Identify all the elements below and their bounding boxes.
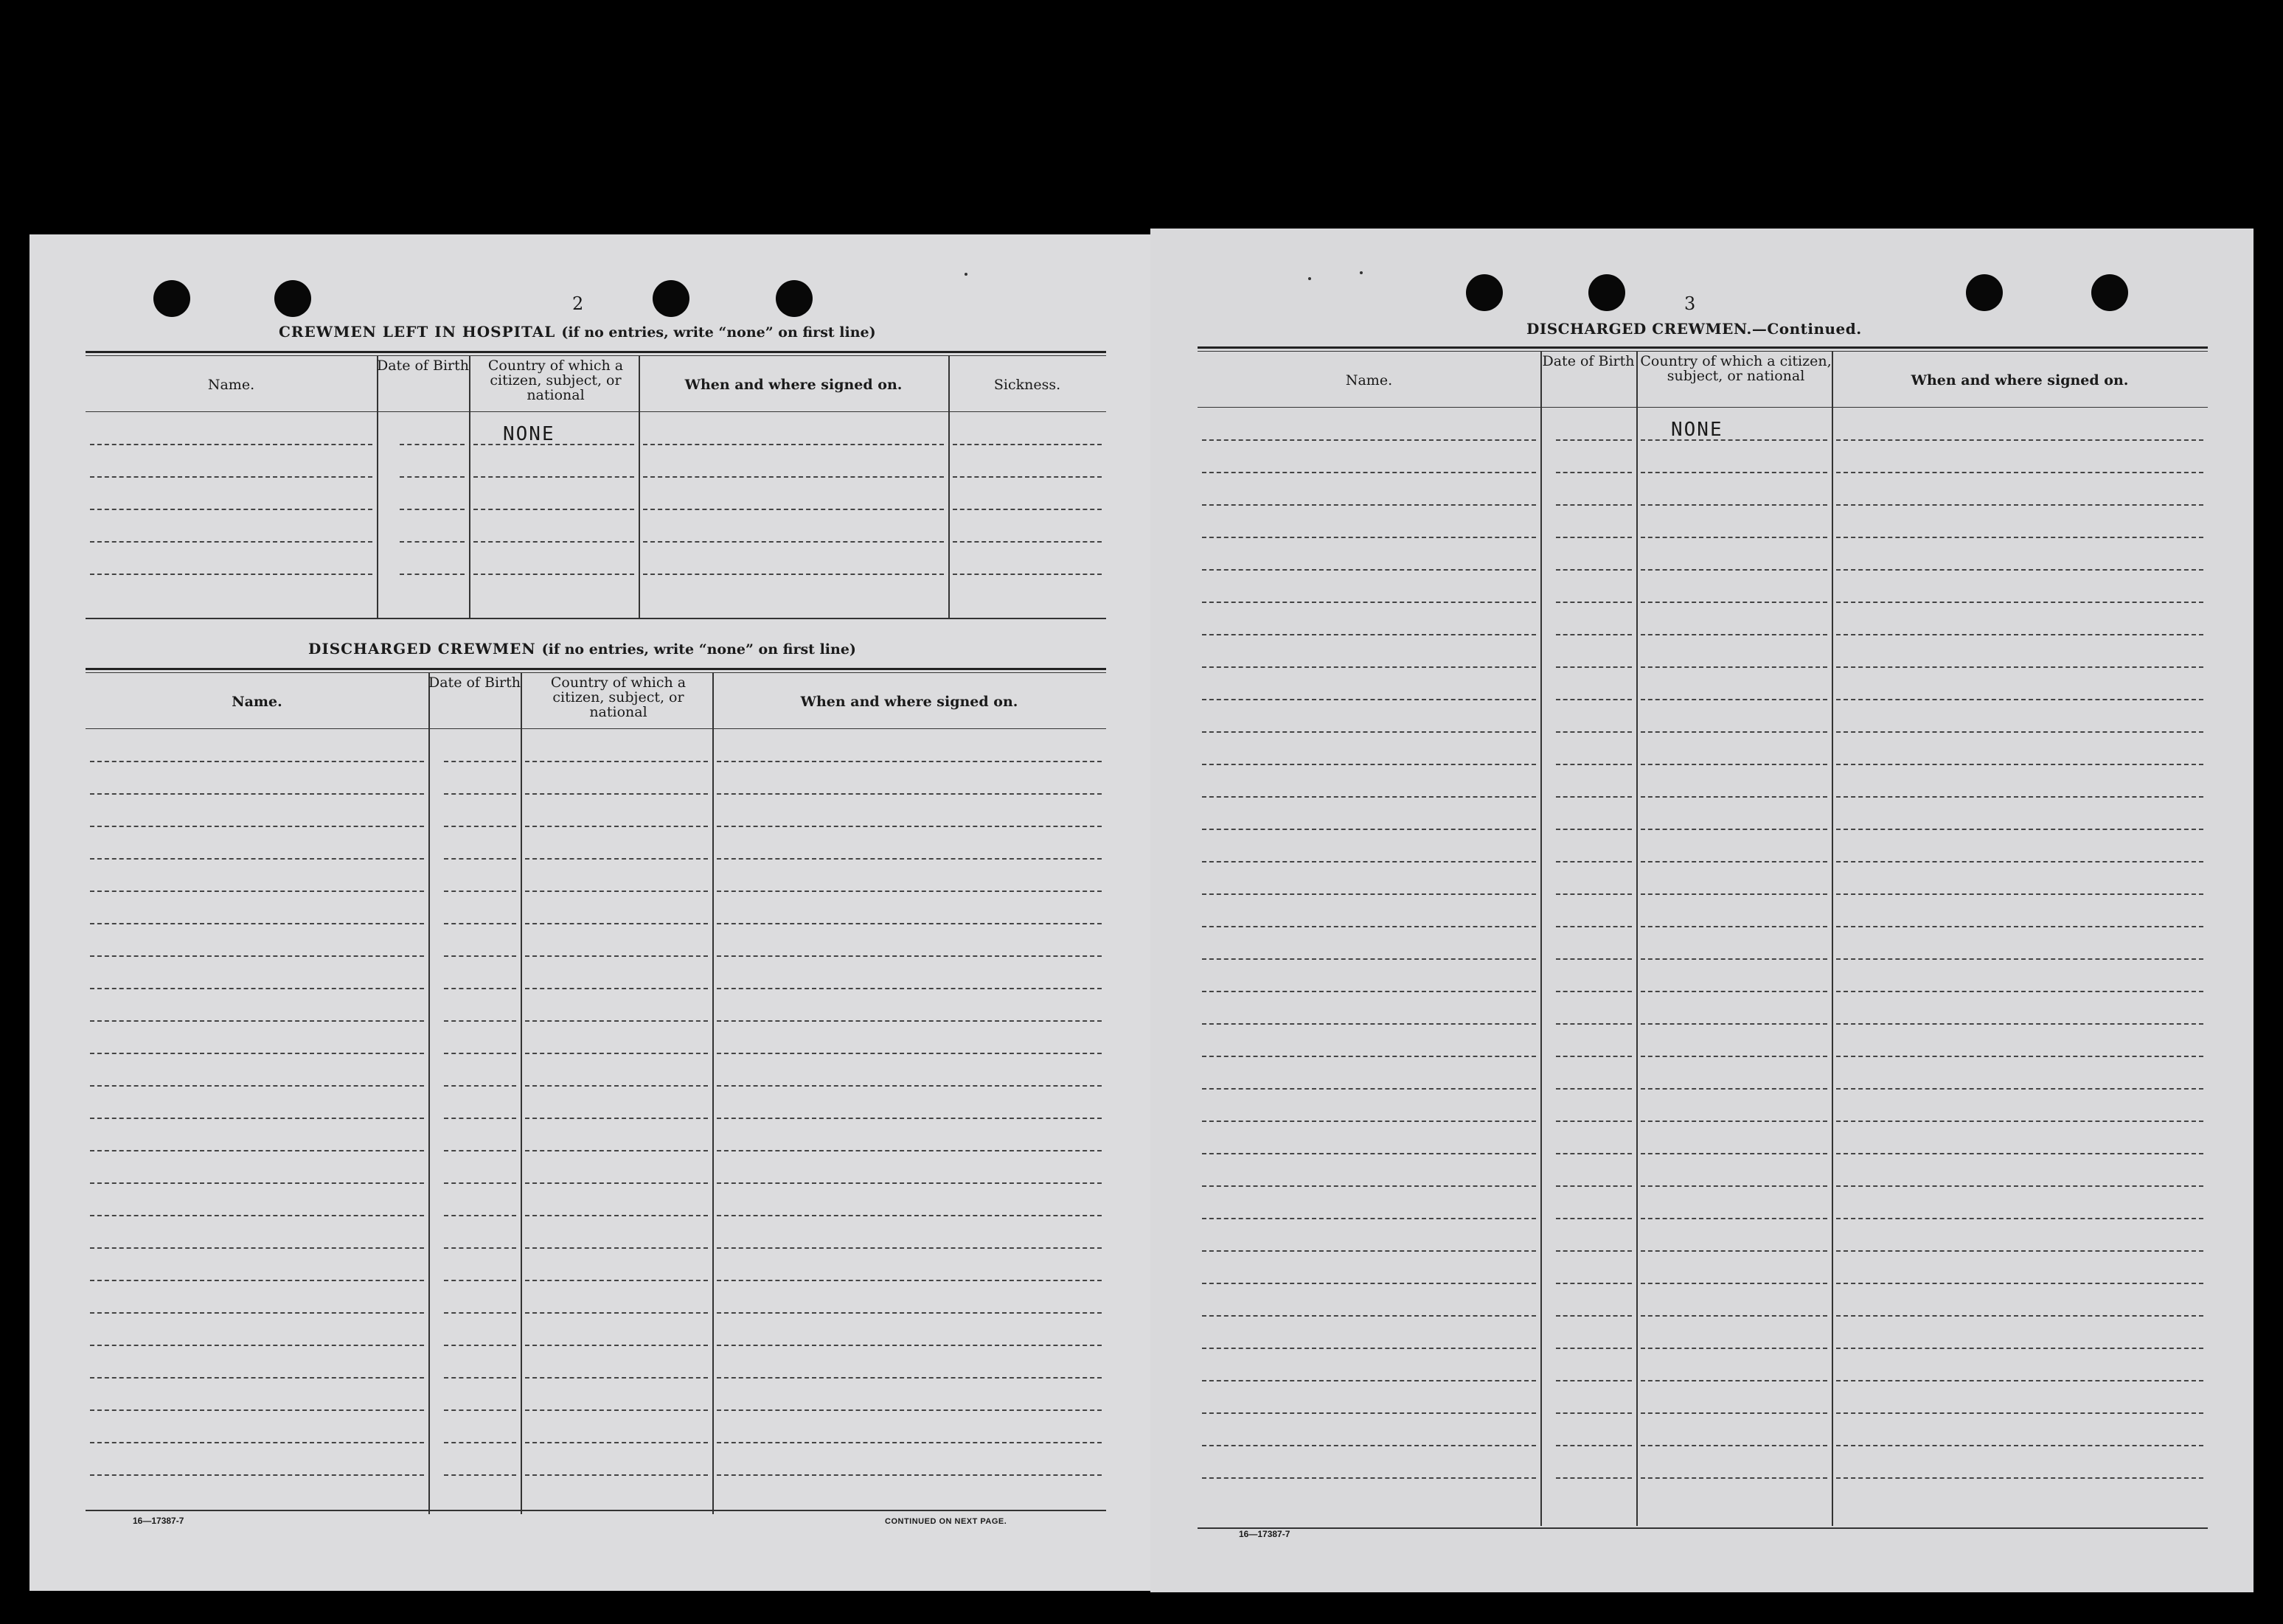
left-page: [29, 234, 1150, 1591]
entry-line: [1202, 1283, 1536, 1284]
entry-line: [90, 891, 424, 892]
entry-line: [1202, 731, 1536, 733]
entry-line: [1202, 602, 1536, 603]
form-number: 16—17387-7: [133, 1516, 184, 1526]
entry-line: [525, 1474, 708, 1476]
entry-line: [525, 1377, 708, 1379]
entry-line: [473, 541, 634, 543]
entry-line: [525, 1150, 708, 1151]
entry-line: [1202, 926, 1536, 927]
entry-line: [953, 509, 1102, 510]
entry-line: [1556, 1283, 1632, 1284]
entry-line: [444, 988, 516, 989]
entry-line: [444, 1442, 516, 1443]
entry-line: [525, 1020, 708, 1022]
entry-line: [1836, 504, 2203, 506]
entry-line: [444, 1118, 516, 1119]
entry-line: [1836, 926, 2203, 927]
col-name: Name.: [207, 377, 255, 393]
entry-line: [1836, 1477, 2203, 1479]
entry-line: [90, 793, 424, 795]
entry-line: [1641, 926, 1827, 927]
entry-line: [1836, 634, 2203, 635]
col-signed-on: When and where signed on.: [800, 694, 1018, 710]
entry-line: [444, 1053, 516, 1054]
entry-line: [1202, 569, 1536, 571]
entry-line: [1641, 634, 1827, 635]
entry-line: [1202, 1412, 1536, 1414]
entry-line: [525, 826, 708, 827]
page-number: 3: [1684, 293, 1696, 314]
entry-line: [444, 1247, 516, 1249]
entry-line: [1836, 472, 2203, 473]
entry-line: [717, 1215, 1102, 1216]
discharged-section-title: [308, 640, 856, 658]
punch-hole: [1466, 274, 1503, 311]
form-number: 16—17387-7: [1239, 1529, 1290, 1539]
entry-line: [90, 923, 424, 924]
entry-line: [444, 826, 516, 827]
entry-line: [717, 1182, 1102, 1184]
hospital-table: [86, 351, 1106, 618]
entry-line: [1202, 829, 1536, 830]
entry-line: [90, 1247, 424, 1249]
entry-line: [1556, 1023, 1632, 1025]
entry-line: [1836, 1023, 2203, 1025]
entry-line: [444, 1312, 516, 1314]
entry-line: [90, 1020, 424, 1022]
entry-line: [1556, 634, 1632, 635]
entry-line: [525, 1409, 708, 1411]
col-date-of-birth: Date of Birth: [428, 675, 521, 691]
entry-line: [1202, 861, 1536, 862]
entry-line: [1202, 1185, 1536, 1187]
entry-line: [1556, 439, 1632, 441]
entry-line: [1202, 1477, 1536, 1479]
punch-hole: [776, 280, 813, 317]
entry-line: [1836, 699, 2203, 700]
entry-line: [444, 1345, 516, 1346]
punch-hole: [1966, 274, 2003, 311]
entry-line: [525, 891, 708, 892]
entry-line: [90, 1215, 424, 1216]
entry-line: [1556, 1121, 1632, 1122]
entry-line: [1836, 666, 2203, 668]
entry-line: [1641, 861, 1827, 862]
entry-line: [90, 1182, 424, 1184]
entry-line: [1641, 537, 1827, 538]
entry-line: [525, 988, 708, 989]
col-country: Country of which a citizen, subject, or national: [550, 675, 687, 720]
entry-line: [525, 1280, 708, 1281]
entry-line: [525, 1442, 708, 1443]
entry-line: [1836, 1153, 2203, 1154]
entry-line: [525, 1215, 708, 1216]
entry-line: [1556, 829, 1632, 830]
entry-line: [1836, 1185, 2203, 1187]
entry-line: [1556, 1185, 1632, 1187]
entry-line: [1202, 666, 1536, 668]
entry-line: [643, 509, 944, 510]
punch-hole: [653, 280, 689, 317]
entry-line: [717, 1053, 1102, 1054]
entry-line: [953, 444, 1102, 445]
entry-line: [1202, 439, 1536, 441]
entry-line: [1641, 666, 1827, 668]
entry-line: [1641, 893, 1827, 895]
entry-line: [1641, 1121, 1827, 1122]
entry-line: [1202, 1088, 1536, 1090]
entry-line: [1641, 1477, 1827, 1479]
entry-line: [1836, 731, 2203, 733]
entry-line: [90, 509, 372, 510]
entry-line: [1556, 958, 1632, 960]
entry-line: [90, 858, 424, 860]
entry-line: [1641, 1088, 1827, 1090]
entry-line: [444, 1085, 516, 1087]
entry-line: [1836, 958, 2203, 960]
table-bottom-rule: [86, 618, 1106, 619]
entry-line: [953, 476, 1102, 478]
entry-line: [1556, 991, 1632, 992]
entry-line: [1836, 439, 2203, 441]
entry-line: [1202, 634, 1536, 635]
hospital-section-title: [279, 323, 876, 341]
entry-line: [1202, 1250, 1536, 1252]
entry-line: [1202, 1348, 1536, 1349]
entry-line: [1556, 1315, 1632, 1317]
entry-line: [1836, 991, 2203, 992]
entry-line: [1556, 666, 1632, 668]
entry-line: [525, 1247, 708, 1249]
entry-line: [1556, 504, 1632, 506]
entry-line: [1836, 764, 2203, 765]
entry-line: [1641, 1023, 1827, 1025]
entry-line: [1641, 991, 1827, 992]
entry-line: [90, 1409, 424, 1411]
entry-line: [90, 826, 424, 827]
entry-line: [1202, 764, 1536, 765]
discharged-title-text: DISCHARGED CREWMEN: [308, 640, 536, 658]
table-bottom-rule: [86, 1510, 1106, 1511]
entry-line: [717, 1118, 1102, 1119]
entry-line: [1641, 699, 1827, 700]
speck: [1308, 277, 1311, 280]
entry-line: [400, 476, 465, 478]
entry-line: [1836, 602, 2203, 603]
entry-line: [953, 541, 1102, 543]
entry-line: [717, 923, 1102, 924]
entry-line: [1641, 1250, 1827, 1252]
entry-line: [1836, 1218, 2203, 1219]
entry-line: [1836, 893, 2203, 895]
col-signed-on: When and where signed on.: [684, 377, 903, 393]
entry-line: [400, 444, 465, 445]
entry-line: [444, 1150, 516, 1151]
entry-line: [444, 1474, 516, 1476]
entry-line: [525, 793, 708, 795]
entry-line: [1641, 829, 1827, 830]
entry-line: [643, 541, 944, 543]
hospital-title-text: CREWMEN LEFT IN HOSPITAL: [279, 323, 556, 341]
entry-line: [90, 1377, 424, 1379]
entry-line: [1202, 1023, 1536, 1025]
entry-line: [1202, 893, 1536, 895]
entry-line: [1202, 1153, 1536, 1154]
entry-line: [473, 509, 634, 510]
entry-line: [1836, 1348, 2203, 1349]
entry-line: [1202, 1056, 1536, 1057]
discharged-title-note: (if no entries, write “none” on first line): [541, 641, 856, 658]
entry-line: [1641, 1412, 1827, 1414]
entry-line: [525, 955, 708, 957]
entry-line: [1556, 1218, 1632, 1219]
entry-line: [90, 444, 372, 445]
entry-line: [444, 1280, 516, 1281]
entry-line: [1836, 1315, 2203, 1317]
discharged-table: [86, 668, 1106, 1514]
entry-line: [1556, 1445, 1632, 1446]
entry-line: [717, 1020, 1102, 1022]
entry-line: [1556, 1412, 1632, 1414]
entry-line: [90, 1280, 424, 1281]
entry-line: [1641, 1185, 1827, 1187]
entry-line: [444, 1215, 516, 1216]
entry-line: [643, 476, 944, 478]
entry-line: [1836, 1412, 2203, 1414]
entry-line: [1202, 1445, 1536, 1446]
entry-line: [1556, 602, 1632, 603]
entry-line: [717, 1377, 1102, 1379]
entry-line: [1836, 829, 2203, 830]
entry-line: [1836, 537, 2203, 538]
entry-line: [90, 1345, 424, 1346]
discharged-continued-title: DISCHARGED CREWMEN.—Continued.: [1526, 320, 1862, 338]
entry-line: [444, 1020, 516, 1022]
entry-line: [444, 955, 516, 957]
entry-line: [1202, 537, 1536, 538]
entry-line: [717, 793, 1102, 795]
entry-line: [1641, 764, 1827, 765]
entry-line: [525, 1182, 708, 1184]
entry-line: [90, 1085, 424, 1087]
entry-line: [953, 574, 1102, 575]
entry-line: [90, 955, 424, 957]
entry-line: [1556, 537, 1632, 538]
entry-line: [1202, 1315, 1536, 1317]
entry-line: [1556, 1088, 1632, 1090]
punch-hole: [1588, 274, 1625, 311]
entry-line: [525, 1118, 708, 1119]
entry-line: [1556, 1348, 1632, 1349]
entry-line: [1556, 699, 1632, 700]
col-date-of-birth: Date of Birth: [1542, 353, 1635, 369]
entry-line: [444, 891, 516, 892]
entry-line: [444, 858, 516, 860]
entry-line: [1641, 1348, 1827, 1349]
entry-line: [444, 923, 516, 924]
entry-line: [717, 1409, 1102, 1411]
entry-line: [1556, 926, 1632, 927]
table-bottom-rule: [1198, 1527, 2208, 1529]
entry-line: [717, 1442, 1102, 1443]
col-country: Country of which a citizen, subject, or national: [1640, 353, 1832, 384]
entry-line: [717, 1280, 1102, 1281]
entry-line: [525, 1053, 708, 1054]
col-name: Name.: [232, 694, 282, 710]
entry-line: [1641, 472, 1827, 473]
entry-line: [90, 988, 424, 989]
entry-line: [400, 541, 465, 543]
entry-line: [90, 761, 424, 762]
punch-hole: [153, 280, 190, 317]
entry-line: [90, 1150, 424, 1151]
entry-line: [1641, 439, 1827, 441]
entry-line: [1202, 1218, 1536, 1219]
entry-line: [1202, 472, 1536, 473]
entry-line: [525, 858, 708, 860]
col-country: Country of which a citizen, subject, or national: [487, 358, 624, 403]
entry-line: [444, 1409, 516, 1411]
entry-line: [90, 1474, 424, 1476]
entry-line: [90, 541, 372, 543]
entry-line: [1556, 1477, 1632, 1479]
entry-line: [1641, 1218, 1827, 1219]
hospital-none-entry: NONE: [503, 423, 555, 445]
entry-line: [1202, 991, 1536, 992]
entry-line: [1556, 1056, 1632, 1057]
speck: [1360, 271, 1363, 274]
entry-line: [717, 826, 1102, 827]
entry-line: [1641, 1445, 1827, 1446]
col-sickness: Sickness.: [993, 377, 1061, 393]
entry-line: [1641, 504, 1827, 506]
entry-line: [1836, 861, 2203, 862]
entry-line: [444, 1377, 516, 1379]
entry-line: [90, 1442, 424, 1443]
entry-line: [473, 444, 634, 445]
entry-line: [1556, 1153, 1632, 1154]
entry-line: [1836, 1088, 2203, 1090]
entry-line: [1202, 699, 1536, 700]
entry-line: [525, 923, 708, 924]
entry-line: [1641, 1283, 1827, 1284]
col-name: Name.: [1345, 372, 1393, 388]
punch-hole: [2091, 274, 2128, 311]
entry-line: [717, 1312, 1102, 1314]
entry-line: [400, 574, 465, 575]
entry-line: [1202, 958, 1536, 960]
discharged-none-entry: NONE: [1671, 419, 1723, 441]
entry-line: [1556, 1250, 1632, 1252]
entry-line: [1641, 1380, 1827, 1381]
col-signed-on: When and where signed on.: [1911, 372, 2129, 388]
entry-line: [1641, 958, 1827, 960]
entry-line: [1641, 1315, 1827, 1317]
entry-line: [643, 574, 944, 575]
entry-line: [1556, 893, 1632, 895]
entry-line: [444, 793, 516, 795]
entry-line: [525, 761, 708, 762]
entry-line: [1556, 764, 1632, 765]
entry-line: [473, 574, 634, 575]
entry-line: [90, 1312, 424, 1314]
entry-line: [717, 955, 1102, 957]
entry-line: [643, 444, 944, 445]
entry-line: [1836, 1380, 2203, 1381]
entry-line: [1836, 796, 2203, 798]
hospital-title-note: (if no entries, write “none” on first line): [561, 324, 876, 341]
punch-hole: [274, 280, 311, 317]
entry-line: [1641, 602, 1827, 603]
entry-line: [717, 891, 1102, 892]
entry-line: [1556, 1380, 1632, 1381]
entry-line: [717, 858, 1102, 860]
entry-line: [717, 1085, 1102, 1087]
entry-line: [1556, 472, 1632, 473]
entry-line: [444, 1182, 516, 1184]
entry-line: [1836, 1445, 2203, 1446]
entry-line: [90, 1053, 424, 1054]
entry-line: [1202, 504, 1536, 506]
entry-line: [1836, 1056, 2203, 1057]
entry-line: [1836, 569, 2203, 571]
entry-line: [525, 1345, 708, 1346]
entry-line: [444, 761, 516, 762]
col-date-of-birth: Date of Birth: [377, 358, 469, 374]
right-page: [1150, 229, 2254, 1592]
entry-line: [717, 988, 1102, 989]
entry-line: [400, 509, 465, 510]
entry-line: [1836, 1250, 2203, 1252]
entry-line: [1641, 731, 1827, 733]
entry-line: [1556, 861, 1632, 862]
entry-line: [1641, 1056, 1827, 1057]
entry-line: [90, 574, 372, 575]
entry-line: [1836, 1283, 2203, 1284]
entry-line: [1641, 1153, 1827, 1154]
entry-line: [1836, 1121, 2203, 1122]
entry-line: [90, 476, 372, 478]
continued-note: CONTINUED ON NEXT PAGE.: [885, 1517, 1007, 1526]
entry-line: [1202, 1121, 1536, 1122]
entry-line: [717, 1474, 1102, 1476]
entry-line: [1202, 796, 1536, 798]
entry-line: [1641, 796, 1827, 798]
entry-line: [1641, 569, 1827, 571]
entry-line: [525, 1312, 708, 1314]
entry-line: [717, 761, 1102, 762]
entry-line: [473, 476, 634, 478]
entry-line: [717, 1345, 1102, 1346]
entry-line: [1556, 569, 1632, 571]
entry-line: [1202, 1380, 1536, 1381]
entry-line: [717, 1247, 1102, 1249]
entry-line: [1556, 796, 1632, 798]
entry-line: [717, 1150, 1102, 1151]
discharged-continued-table: [1198, 346, 2208, 1526]
entry-line: [525, 1085, 708, 1087]
entry-line: [1556, 731, 1632, 733]
entry-line: [90, 1118, 424, 1119]
page-number: 2: [572, 293, 584, 314]
speck: [965, 273, 967, 276]
